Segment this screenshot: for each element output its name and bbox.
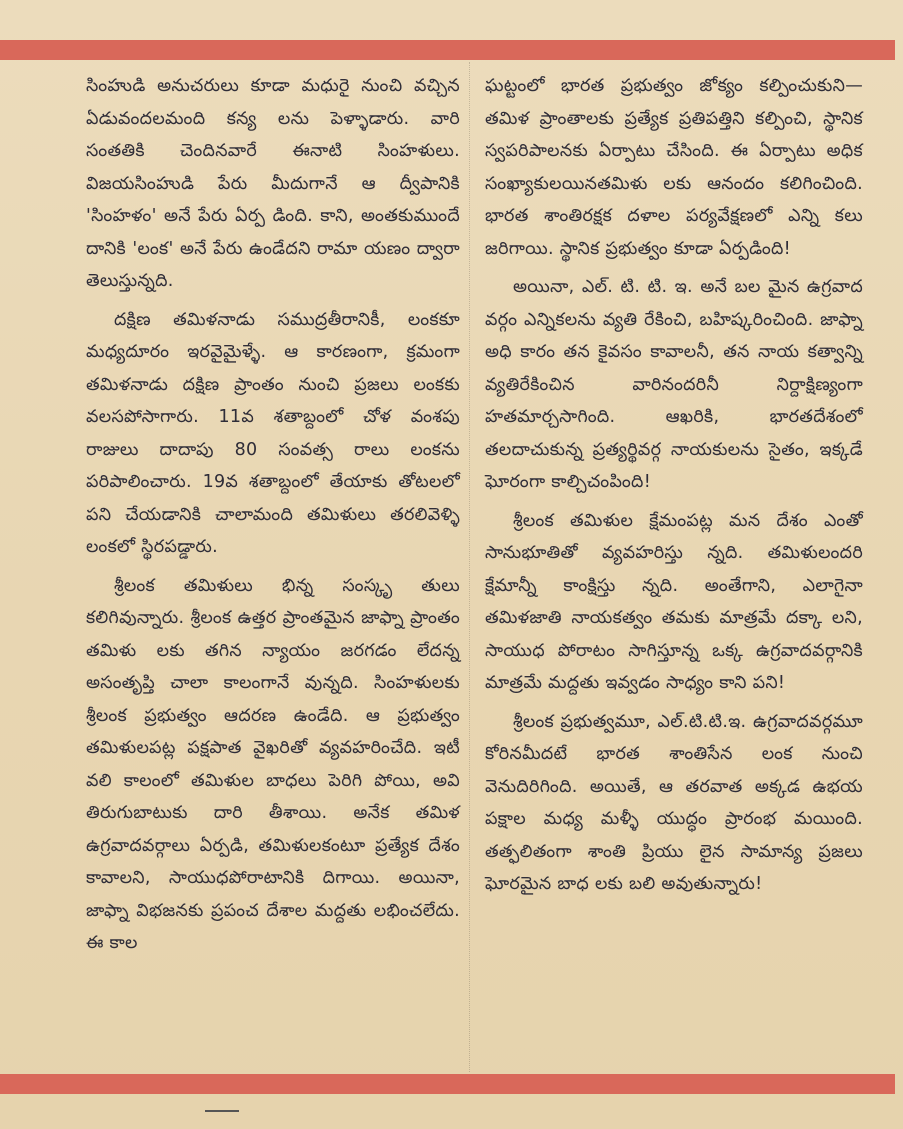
left-paragraph-3: శ్రీలంక తమిళులు భిన్న సంస్కృ తులు కలిగివున్నారు. శ్రీలంక ఉత్తర ప్రాంతమైన జాఫ్నా ప్రాంతం తమిళు లకు తగిన న్యాయం జరగడం లేదన్న అసంతృప్తి చాలా కాలంగానే వున్నది. సింహళులకు శ్రీలంక ప్రభుత్వం ఆదరణ ఉండేది. ఆ ప్రభుత్వం తమిళులపట్ల పక్షపాత వైఖరితో వ్యవహరించేది. ఇటీ వలి కాలంలో తమిళుల బాధలు పెరిగి పోయి, అవి తిరుగుబాటుకు దారి తీశాయి. అనేక తమిళ ఉగ్రవాదవర్గాలు ఏర్పడి, తమిళులకంటూ ప్రత్యేక దేశం కావాలని, సాయుధపోరాటానికి దిగాయి. అయినా, జాఫ్నా విభజనకు ప్రపంచ దేశాల మద్దతు లభించలేదు. ఈ కాల: [86, 575, 460, 953]
left-column: [86, 70, 460, 966]
left-paragraph-2: దక్షిణ తమిళనాడు సముద్రతీరానికీ, లంకకూ మధ్యదూరం ఇరవైమైళ్ళే. ఆ కారణంగా, క్రమంగా తమిళనాడు దక్షిణ ప్రాంతం నుంచి ప్రజలు లంకకు వలసపోసాగారు. 11వ శతాబ్దంలో చోళ వంశపు రాజులు దాదాపు 80 సంవత్స రాలు లంకను పరిపాలించారు. 19వ శతాబ్దంలో తేయాకు తోటలలో పని చేయడానికి చాలామంది తమిళులు తరలివెళ్ళి లంకలో స్థిరపడ్డారు.: [86, 309, 460, 557]
footer-mark: [205, 1110, 239, 1112]
top-red-rule: [0, 40, 895, 60]
right-paragraph-4: శ్రీలంక ప్రభుత్వమూ, ఎల్.టి.టి.ఇ. ఉగ్రవాదవర్గమూ కోరినమీదటే భారత శాంతిసేన లంక నుంచి వెనుదిరిగింది. అయితే, ఆ తరవాత అక్కడ ఉభయ పక్షాల మధ్య మళ్ళీ యుద్ధం ప్రారంభ మయింది. తత్ఫలితంగా శాంతి ప్రియు లైన సామాన్య ప్రజలు ఘోరమైన బాధ లకు బలి అవుతున్నారు!: [485, 711, 863, 894]
right-paragraph-1: ఘట్టంలో భారత ప్రభుత్వం జోక్యం కల్పించుకుని—తమిళ ప్రాంతాలకు ప్రత్యేక ప్రతిపత్తిని కల్పించి, స్థానిక స్వపరిపాలనకు ఏర్పాటు చేసింది. ఈ ఏర్పాటు అధిక సంఖ్యాకులయినతమిళు లకు ఆనందం కలిగించింది. భారత శాంతిరక్షక దళాల పర్యవేక్షణలో ఎన్ని కలు జరిగాయి. స్థానిక ప్రభుత్వం కూడా ఏర్పడింది!: [485, 76, 863, 259]
left-paragraph-1: సింహుడి అనుచరులు కూడా మధురై నుంచి వచ్చిన ఏడువందలమంది కన్య లను పెళ్ళాడారు. వారి సంతతికి చెందినవారే ఈనాటి సింహళులు. విజయసింహుడి పేరు మీదుగానే ఆ ద్వీపానికి 'సింహళం' అనే పేరు ఏర్ప డింది. కాని, అంతకుముందే దానికి 'లంక' అనే పేరు ఉండేదని రామా యణం ద్వారా తెలుస్తున్నది.: [86, 76, 460, 291]
right-paragraph-3: శ్రీలంక తమిళుల క్షేమంపట్ల మన దేశం ఎంతో సానుభూతితో వ్యవహరిస్తు న్నది. తమిళులందరి క్షేమాన్నీ కాంక్షిస్తు న్నది. అంతేగాని, ఎలాగైనా తమిళజాతి నాయకత్వం తమకు మాత్రమే దక్కా లని, సాయుధ పోరాటం సాగిస్తూన్న ఒక్క ఉగ్రవాదవర్గానికి మాత్రమే మద్దతు ఇవ్వడం సాధ్యం కాని పని!: [485, 510, 863, 693]
right-column: [485, 70, 863, 907]
bottom-red-rule: [0, 1074, 895, 1094]
right-paragraph-2: అయినా, ఎల్. టి. టి. ఇ. అనే బల మైన ఉగ్రవాద వర్గం ఎన్నికలను వ్యతి రేకించి, బహిష్కరించింది. జాఫ్నా అధి కారం తన కైవసం కావాలనీ, తన నాయ కత్వాన్ని వ్యతిరేకించిన వారినందరినీ నిర్దాక్షిణ్యంగా హతమార్చసాగింది. ఆఖరికి, భారతదేశంలో తలదాచుకున్న ప్రత్యర్థివర్గ నాయకులను సైతం, ఇక్కడే ఘోరంగా కాల్చిచంపింది!: [485, 277, 863, 492]
column-divider: [469, 62, 470, 1072]
